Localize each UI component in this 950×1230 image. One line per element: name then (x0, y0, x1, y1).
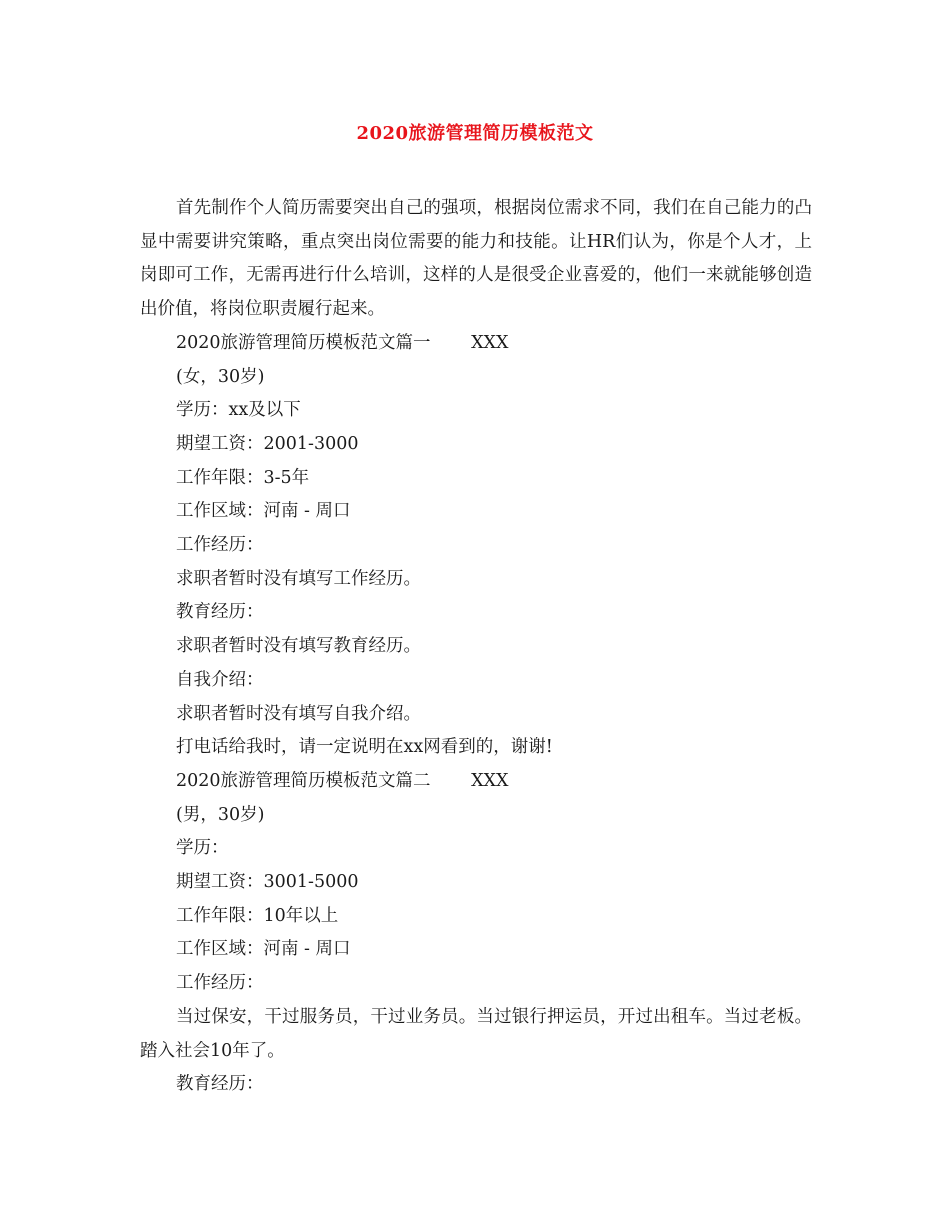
sample1-edu-label: 教育经历： (176, 602, 264, 623)
document-title: 2020旅游管理简历模板范文 (356, 123, 594, 144)
sample1-heading: 2020旅游管理简历模板范文篇一 XXX (176, 332, 509, 353)
sample1-call-note: 打电话给我时，请一定说明在xx网看到的，谢谢! (176, 737, 553, 758)
sample1-work-label: 工作经历： (176, 535, 264, 556)
sample2-heading: 2020旅游管理简历模板范文篇二 XXX (176, 770, 509, 791)
sample1-education: 学历：xx及以下 (176, 400, 301, 421)
sample1-gender-age: (女，30岁) (176, 366, 265, 387)
sample1-work-text: 求职者暂时没有填写工作经历。 (176, 568, 421, 589)
sample2-salary: 期望工资：3001-5000 (176, 872, 359, 893)
sample1-region: 工作区域：河南 - 周口 (176, 501, 351, 522)
sample1-years: 工作年限：3-5年 (176, 467, 310, 488)
sample2-region: 工作区域：河南 - 周口 (176, 939, 351, 960)
sample2-work-text: 当过保安，干过服务员，干过业务员。当过银行押运员，开过出租车。当过老板。踏入社会10年了。 (140, 1006, 812, 1061)
sample1-self-label: 自我介绍： (176, 669, 264, 690)
sample1-edu-text: 求职者暂时没有填写教育经历。 (176, 636, 421, 657)
intro-paragraph: 首先制作个人简历需要突出自己的强项，根据岗位需求不同，我们在自己能力的凸显中需要讲究策略，重点突出岗位需要的能力和技能。让HR们认为，你是个人才，上岗即可工作，无需再进行什么培训，这样的人是很受企业喜爱的，他们一来就能够创造出价值，将岗位职责履行起来。 (140, 198, 812, 320)
sample2-work-label: 工作经历： (176, 973, 264, 994)
sample2-gender-age: (男，30岁) (176, 804, 265, 825)
sample2-education: 学历： (176, 838, 229, 859)
sample1-self-text: 求职者暂时没有填写自我介绍。 (176, 703, 421, 724)
document-body (140, 192, 812, 1102)
sample2-years: 工作年限：10年以上 (176, 905, 339, 926)
sample2-edu-label: 教育经历： (176, 1074, 264, 1095)
sample1-salary: 期望工资：2001-3000 (176, 433, 359, 454)
